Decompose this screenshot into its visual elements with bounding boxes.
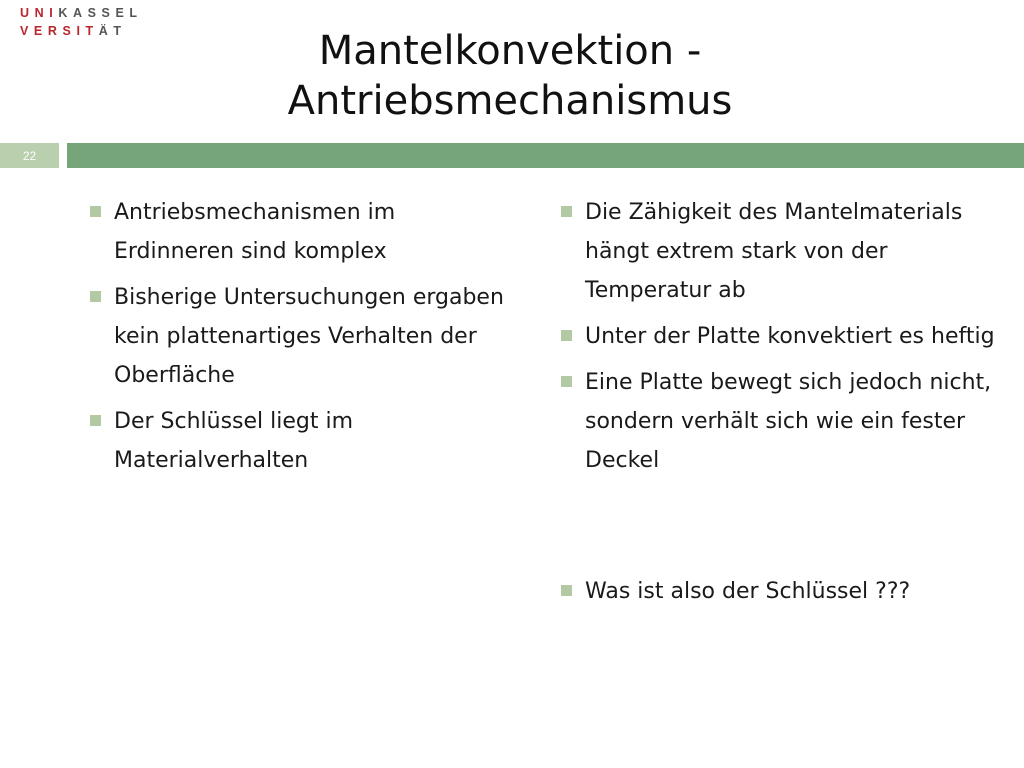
- logo-line-2: [20, 22, 143, 40]
- bullet-item: [561, 193, 1001, 310]
- logo-line-1: [20, 4, 143, 22]
- bullet-text: Bisherige Untersuchungen ergaben kein plattenartiges Verhalten der Oberfläche: [114, 285, 504, 388]
- square-bullet-icon: [90, 291, 101, 302]
- square-bullet-icon: [561, 206, 572, 217]
- slide-title: [200, 26, 820, 126]
- logo-text-red: VERSIT: [20, 24, 99, 38]
- square-bullet-icon: [561, 330, 572, 341]
- square-bullet-icon: [561, 376, 572, 387]
- left-bullet-list: [90, 193, 510, 487]
- bullet-spacer: [561, 487, 1001, 572]
- bullet-item: [561, 572, 1001, 611]
- square-bullet-icon: [561, 585, 572, 596]
- bullet-text: Antriebsmechanismen im Erdinneren sind komplex: [114, 200, 396, 264]
- right-bullet-list: [561, 193, 1001, 618]
- slide-title-line-1: Mantelkonvektion -: [318, 28, 702, 74]
- bullet-item: [561, 363, 1001, 480]
- square-bullet-icon: [90, 206, 101, 217]
- bullet-text: Eine Platte bewegt sich jedoch nicht, sondern verhält sich wie ein fester Deckel: [585, 370, 992, 473]
- logo-text-gray: ÄT: [98, 24, 127, 38]
- slide-number: 22: [0, 143, 59, 168]
- slide-title-line-2: Antriebsmechanismus: [287, 78, 733, 124]
- square-bullet-icon: [90, 415, 101, 426]
- bullet-item: [561, 317, 1001, 356]
- bullet-text: Der Schlüssel liegt im Materialverhalten: [114, 409, 354, 473]
- bullet-item: [90, 402, 510, 480]
- bullet-text: Was ist also der Schlüssel ???: [585, 579, 911, 604]
- bullet-item: [90, 193, 510, 271]
- bullet-text: Unter der Platte konvektiert es heftig: [585, 324, 995, 349]
- bullet-item: [90, 278, 510, 395]
- bullet-text: Die Zähigkeit des Mantelmaterials hängt extrem stark von der Temperatur ab: [585, 200, 963, 303]
- logo-text-red: UNI: [20, 6, 59, 20]
- university-logo: [20, 4, 143, 40]
- title-divider-bar: [67, 143, 1024, 168]
- logo-text-gray: KASSEL: [58, 6, 143, 20]
